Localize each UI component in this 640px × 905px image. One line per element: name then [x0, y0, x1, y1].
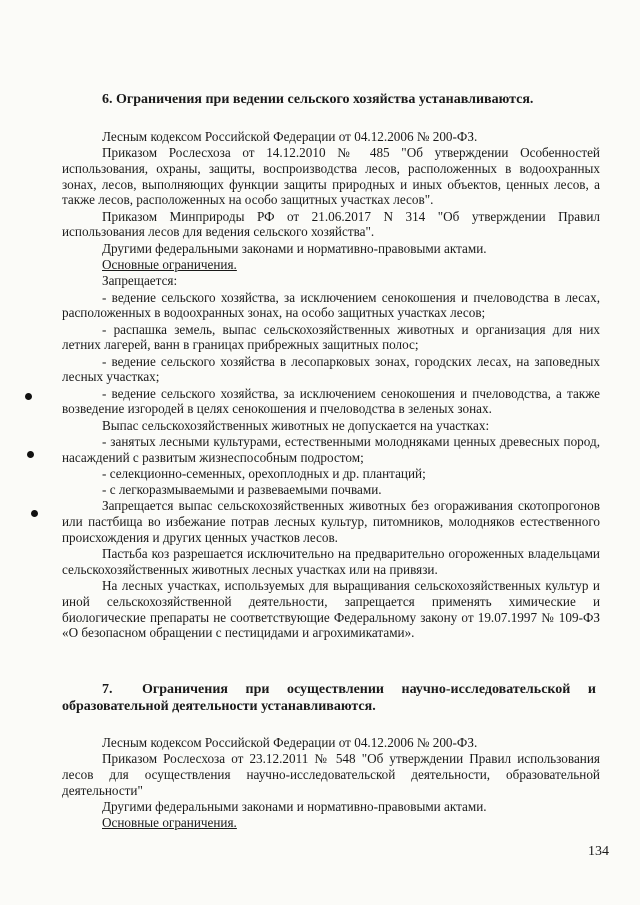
restrictions-label: Основные ограничения.: [102, 815, 237, 831]
section-6-heading: 6. Ограничения при ведении сельского хозяйства устанавливаются.: [102, 92, 534, 107]
paragraph: Пастьба коз разрешается исключительно на предварительно огороженных владельцами сельскохозяйственных животных лесных участках или на привязи.: [62, 546, 600, 577]
paragraph: Приказом Минприроды РФ от 21.06.2017 N 314 "Об утверждении Правил использования лесов для ведения сельского хозяйства".: [62, 208, 600, 240]
scan-mark: [27, 451, 34, 458]
list-item: - распашка земель, выпас сельскохозяйственных животных и организация для них летних лагерей, ванн в границах прибрежных защитных полос;: [62, 321, 600, 353]
paragraph: Другими федеральными законами и нормативно-правовыми актами.: [102, 240, 487, 256]
list-item: - ведение сельского хозяйства в лесопарковых зонах, городских лесах, на заповедных лесных участках;: [62, 353, 600, 385]
paragraph: Приказом Рослесхоза от 23.12.2011 № 548 "Об утверждении Правил использования лесов для осуществления научно-исследовательской деятельности, образовательной деятельности": [62, 751, 600, 798]
list-item: - занятых лесными культурами, естественными молодняками ценных древесных пород, насаждений с развитым жизнеспособным подростом;: [62, 433, 600, 465]
list-item: - ведение сельского хозяйства, за исключением сенокошения и пчеловодства в лесах, расположенных в водоохранных зонах, на особо защитных участках лесов;: [62, 289, 600, 321]
paragraph: Другими федеральными законами и нормативно-правовыми актами.: [102, 799, 487, 814]
list-item: - селекционно-семенных, орехоплодных и др. плантаций;: [102, 465, 426, 481]
page-number: 134: [588, 844, 609, 859]
paragraph: Запрещается выпас сельскохозяйственных животных без огораживания скотопрогонов или пастбища во избежание потрав лесных культур, питомников, молодняков естественного происхождения и других ценных участков лесов.: [62, 498, 600, 545]
prohibited-label: Запрещается:: [102, 273, 178, 289]
list-item: - ведение сельского хозяйства, за исключением сенокошения и пчеловодства, а также возведение изгородей в целях сенокошения и пчеловодства в зеленых зонах.: [62, 385, 600, 417]
scan-mark: [25, 393, 32, 400]
paragraph: Лесным кодексом Российской Федерации от 04.12.2006 № 200-ФЗ.: [102, 129, 478, 144]
section-7-heading: [62, 681, 596, 715]
grazing-label: Выпас сельскохозяйственных животных не допускается на участках:: [102, 417, 490, 433]
list-item: - с легкоразмываемыми и развеваемыми почвами.: [102, 482, 382, 498]
section-7-title: Ограничения при осуществлении научно-исследовательской и образовательной деятельности устанавливаются.: [62, 682, 596, 714]
paragraph: Приказом Рослесхоза от 14.12.2010 № 485 "Об утверждении Особенностей использования, охраны, защиты, воспроизводства лесов, расположенных в водоохранных зонах, лесов, выполняющих функции защиты природных и иных объектов, ценных лесов, а также лесов, расположенных на особо защитных участках лесов".: [62, 145, 600, 208]
section-7-number: 7.: [102, 682, 113, 697]
paragraph: На лесных участках, используемых для выращивания сельскохозяйственных культур и иной сельскохозяйственной деятельности, запрещается применять химические и биологические препараты не соответствующие Федеральному закону от 19.07.1997 № 109-ФЗ «О безопасном обращении с пестицидами и агрохимикатами».: [62, 578, 600, 641]
scan-mark: [31, 510, 38, 517]
section-6-body: [62, 129, 600, 642]
restrictions-label: Основные ограничения.: [102, 257, 237, 272]
paragraph: Лесным кодексом Российской Федерации от 04.12.2006 № 200-ФЗ.: [102, 735, 478, 750]
section-7-body: [62, 735, 600, 832]
